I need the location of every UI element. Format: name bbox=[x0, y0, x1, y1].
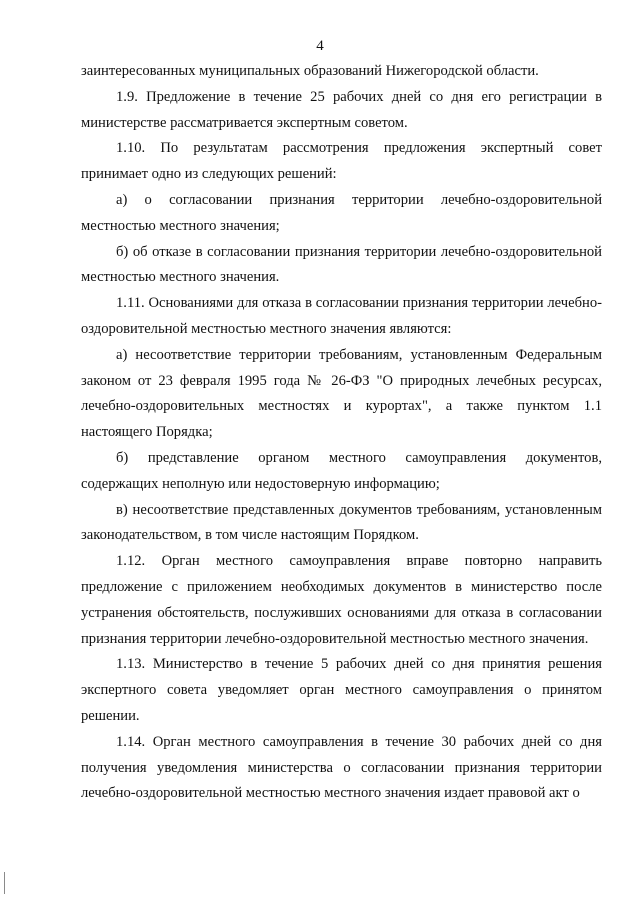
paragraph-1-11-b: б) представление органом местного самоуправления документов, содержащих неполную или недостоверную информацию; bbox=[81, 449, 602, 492]
paragraph-1-13: 1.13. Министерство в течение 5 рабочих дней со дня принятия решения экспертного совета уведомляет орган местного самоуправления о принятом решении. bbox=[81, 656, 602, 724]
paragraph-1-10-b: б) об отказе в согласовании признания территории лечебно-оздоровительной местностью местного значения. bbox=[81, 243, 602, 286]
paragraph-1-14: 1.14. Орган местного самоуправления в течение 30 рабочих дней со дня получения уведомления министерства о согласовании признания территории лечебно-оздоровительной местностью местного значения издает правовой акт о bbox=[81, 733, 602, 802]
paragraph-continuation: заинтересованных муниципальных образований Нижегородской области. bbox=[81, 63, 539, 79]
paragraph-1-10-a: а) о согласовании признания территории лечебно-оздоровительной местностью местного значения; bbox=[81, 191, 602, 234]
paragraph-1-12: 1.12. Орган местного самоуправления вправе повторно направить предложение с приложением необходимых документов в министерство после устранения обстоятельств, послуживших основаниями для отказа в согласовании признания территории лечебно-оздоровительной местностью местного значения. bbox=[81, 553, 602, 647]
paragraph-1-11: 1.11. Основаниями для отказа в согласовании признания территории лечебно-оздоровительной местностью местного значения являются: bbox=[81, 295, 602, 337]
paragraph-1-10: 1.10. По результатам рассмотрения предложения экспертный совет принимает одно из следующих решений: bbox=[81, 140, 602, 183]
scan-edge-mark bbox=[4, 872, 5, 894]
document-body bbox=[81, 59, 602, 807]
paragraph-1-11-a: а) несоответствие территории требованиям, установленным Федеральным законом от 23 февраля 1995 года № 26-ФЗ "О природных лечебных ресурсах, лечебно-оздоровительных местностях и курортах", а также пунктом 1.1 настоящего Порядка; bbox=[81, 346, 602, 441]
paragraph-1-9: 1.9. Предложение в течение 25 рабочих дней со дня его регистрации в министерстве рассматривается экспертным советом. bbox=[81, 88, 602, 131]
page-number: 4 bbox=[316, 38, 324, 54]
paragraph-1-11-v: в) несоответствие представленных документов требованиям, установленным законодательством, в том числе настоящим Порядком. bbox=[81, 501, 602, 544]
